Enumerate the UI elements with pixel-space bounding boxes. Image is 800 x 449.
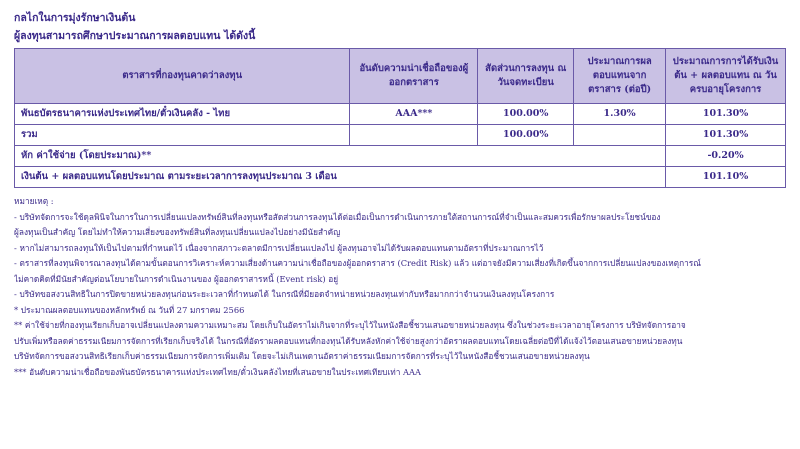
note-line: - หากไม่สามารถลงทุนให้เป็นไปตามที่กำหนดไว้ เนื่องจากสภาวะตลาดมีการเปลี่ยนแปลงไป ผู้ลงทุนอาจไม่ได้รับผลตอบแทนตามอัตราที่ประมาณการไว้ bbox=[14, 242, 544, 253]
cell-instrument: พันธบัตรธนาคารแห่งประเทศไทย/ตั๋วเงินคลัง - ไทย bbox=[15, 104, 350, 125]
cell-total-allocation: 100.00% bbox=[478, 125, 574, 146]
col-header-estimated-yield: ประมาณการผลตอบแทนจากตราสาร (ต่อปี) bbox=[574, 49, 666, 104]
cell-fee-value: -0.20% bbox=[666, 146, 786, 167]
cell-rating: AAA*** bbox=[350, 104, 478, 125]
note-line: ** ค่าใช้จ่ายที่กองทุนเรียกเก็บอาจเปลี่ยนแปลงตามความเหมาะสม โดยเก็บในอัตราไม่เกินจากที่ระบุไว้ในหนังสือชี้ชวนเสนอขายหน่วยลงทุน ซึ่งในช่วงระยะเวลาอายุโครงการ บริษัทจัดการอาจ bbox=[14, 320, 686, 330]
table-row-total bbox=[15, 125, 786, 146]
col-header-instrument: ตราสารที่กองทุนคาดว่าลงทุน bbox=[15, 49, 350, 104]
note-line: ไม่คาดคิดที่มีนัยสำคัญต่อนโยบายในการดำเนินงานของ ผู้ออกตราสารหนี้ (Event risk) อยู่ bbox=[14, 273, 339, 284]
note-line: ปรับเพิ่มหรือลดค่าธรรมเนียมการจัดการที่เรียกเก็บจริงได้ ในกรณีที่อัตราผลตอบแทนที่กองทุนได้รับหลังหักค่าใช้จ่ายสูงกว่าอัตราผลตอบแทนโดยเฉลี่ยต่อปีที่ได้แจ้งไว้ตอนเสนอขายหน่วยลงทุน bbox=[14, 335, 683, 346]
return-estimate-table bbox=[14, 48, 786, 188]
cell-total-yield bbox=[574, 125, 666, 146]
note-line: - บริษัทขอสงวนสิทธิในการปิดขายหน่วยลงทุนก่อนระยะเวลาที่กำหนดได้ ในกรณีที่มียอดจำหน่ายหน่วยลงทุนเท่ากับหรือมากกว่าจำนวนเงินลงทุนโครงการ bbox=[14, 289, 555, 299]
cell-total-principal-return: 101.30% bbox=[666, 125, 786, 146]
col-header-principal-plus-return: ประมาณการการได้รับเงินต้น + ผลตอบแทน ณ วันครบอายุโครงการ bbox=[666, 49, 786, 104]
table-row-net bbox=[15, 167, 786, 188]
table-row-fee bbox=[15, 146, 786, 167]
cell-yield: 1.30% bbox=[574, 104, 666, 125]
col-header-credit-rating: อันดับความน่าเชื่อถือของผู้ออกตราสาร bbox=[350, 49, 478, 104]
cell-principal-return: 101.30% bbox=[666, 104, 786, 125]
table-row bbox=[15, 104, 786, 125]
cell-total-label: รวม bbox=[15, 125, 350, 146]
footnotes bbox=[14, 194, 788, 380]
note-line: ผู้ลงทุนเป็นสำคัญ โดยไม่ทำให้ความเสี่ยงของทรัพย์สินที่ลงทุนเปลี่ยนแปลงไปอย่างมีนัยสำคัญ bbox=[14, 227, 341, 237]
cell-total-rating bbox=[350, 125, 478, 146]
cell-fee-label: หัก ค่าใช้จ่าย (โดยประมาณ)** bbox=[15, 146, 666, 167]
note-line: บริษัทจัดการขอสงวนสิทธิเรียกเก็บค่าธรรมเนียมการจัดการเพิ่มเติม โดยจะไม่เกินเพดานอัตราค่าธรรมเนียมการจัดการที่ระบุไว้ในหนังสือชี้ชวนเสนอขายหน่วยลงทุน bbox=[14, 351, 590, 361]
cell-net-value: 101.10% bbox=[666, 167, 786, 188]
col-header-allocation: สัดส่วนการลงทุน ณ วันจดทะเบียน bbox=[478, 49, 574, 104]
note-line: หมายเหตุ : bbox=[14, 196, 54, 206]
note-line: - ตราสารที่ลงทุนพิจารณาลงทุนได้ตามขั้นตอนการวิเคราะห์ความเสี่ยงด้านความน่าเชื่อถือของผู้ออกตราสาร (Credit Risk) แล้ว แต่อาจยังมีความเสี่ยงที่เกิดขึ้นจากการเปลี่ยนแปลงของเหตุการณ์ bbox=[14, 258, 701, 268]
cell-net-label: เงินต้น + ผลตอบแทนโดยประมาณ ตามระยะเวลาการลงทุนประมาณ 3 เดือน bbox=[15, 167, 666, 188]
heading-return-estimate: ผู้ลงทุนสามารถศึกษาประมาณการผลตอบแทน ได้ดังนี้ bbox=[14, 30, 256, 42]
note-line: - บริษัทจัดการจะใช้ดุลพินิจในการในการเปลี่ยนแปลงทรัพย์สินที่ลงทุนหรือสัดส่วนการลงทุนได้ต่อเมื่อเป็นการดำเนินการภายใต้สถานการณ์ที่จำเป็นและสมควรเพื่อรักษาผลประโยชน์ของ bbox=[14, 211, 661, 222]
table-header-row bbox=[15, 49, 786, 104]
note-line: * ประมาณผลตอบแทนของหลักทรัพย์ ณ วันที่ 27 มกราคม 2566 bbox=[14, 304, 245, 315]
cell-allocation: 100.00% bbox=[478, 104, 574, 125]
note-line: *** อันดับความน่าเชื่อถือของพันธบัตรธนาคารแห่งประเทศไทย/ตั๋วเงินคลังไทยที่เสนอขายในประเทศเทียบเท่า AAA bbox=[14, 366, 422, 377]
heading-capital-protection: กลไกในการมุ่งรักษาเงินต้น bbox=[14, 12, 136, 24]
